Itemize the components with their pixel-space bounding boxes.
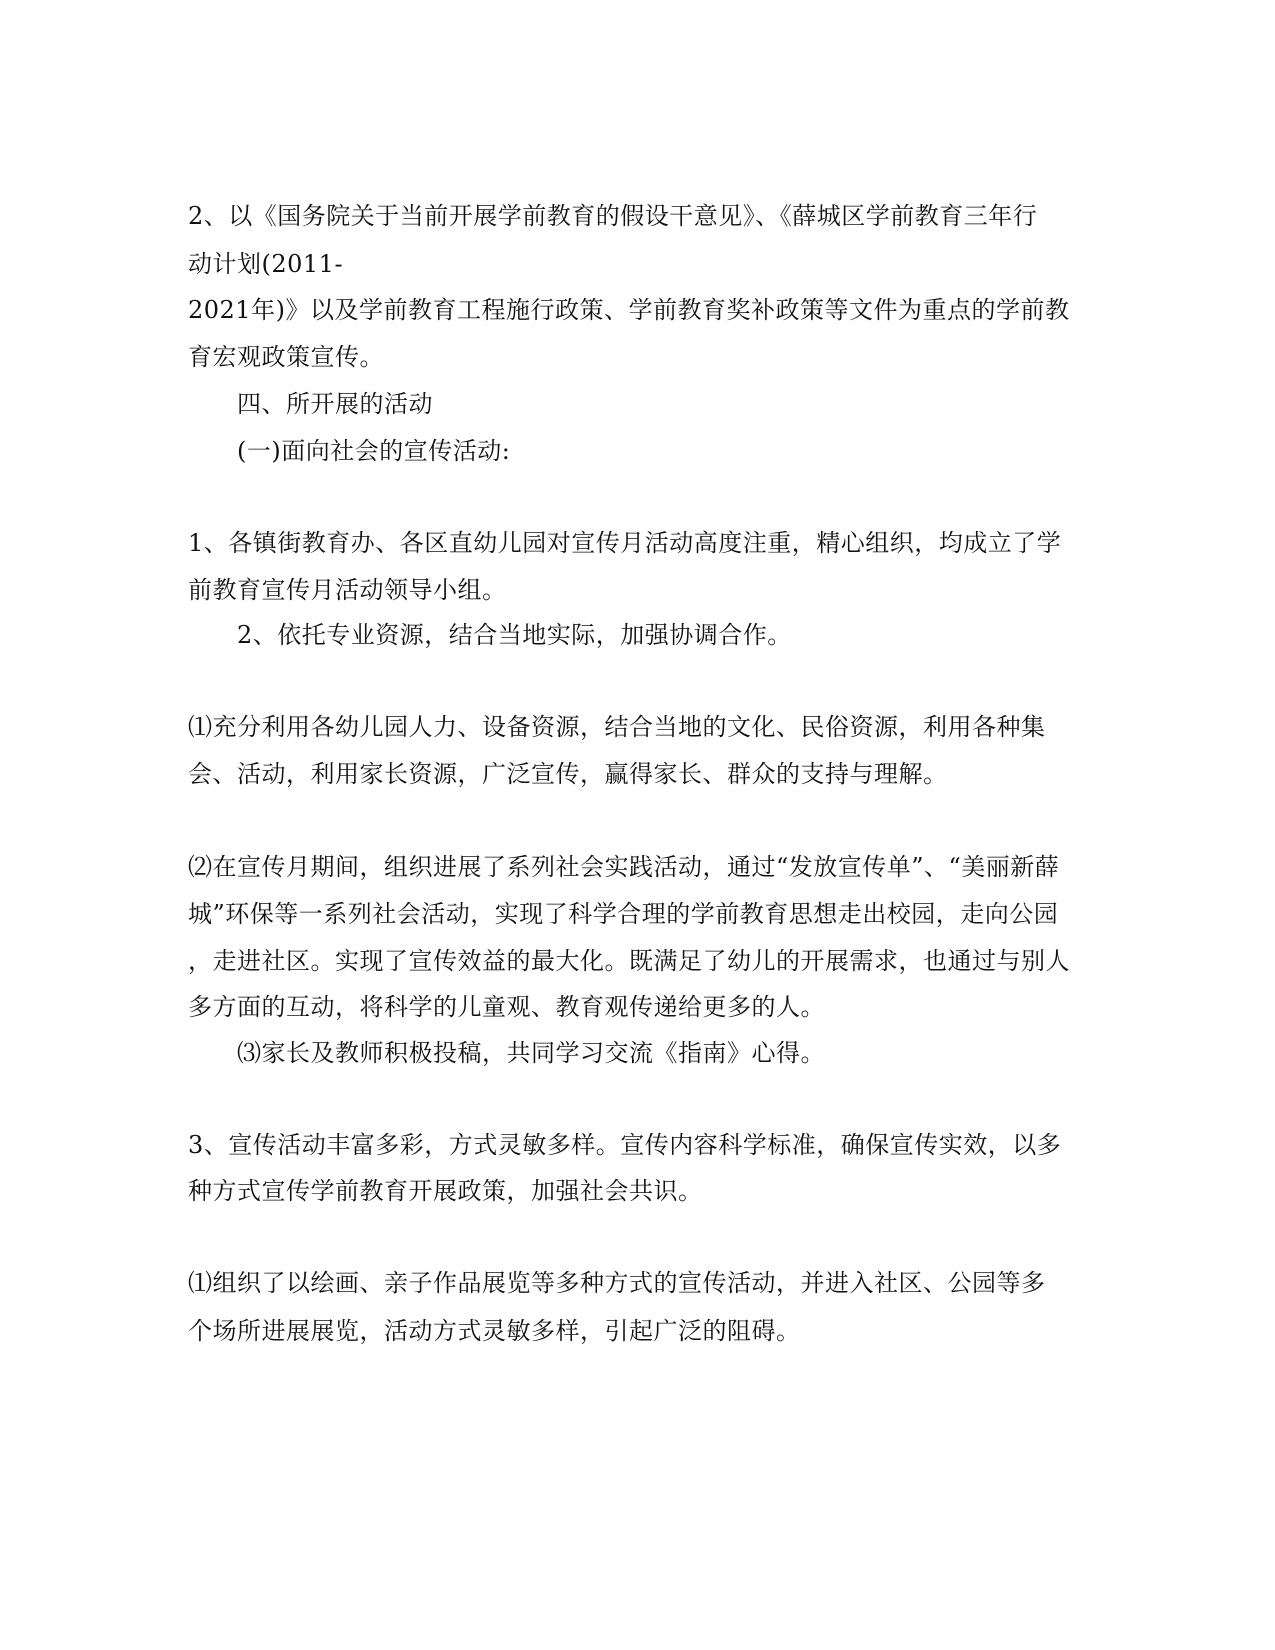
text-line: 育宏观政策宣传。 xyxy=(188,343,384,371)
text-line: 2、以《国务院关于当前开展学前教育的假设干意见》、《薛城区学前教育三年行 xyxy=(188,202,1038,230)
text-line: 动计划(2011- xyxy=(188,250,344,278)
text-line: ⑴组织了以绘画、亲子作品展览等多种方式的宣传活动，并进入社区、公园等多 xyxy=(188,1269,1046,1297)
section-heading: 四、所开展的活动 xyxy=(237,390,433,418)
text-line: ⑵在宣传月期间，组织进展了系列社会实践活动，通过“发放宣传单”、“美丽新薛 xyxy=(188,853,1060,881)
text-line: 2021年)》以及学前教育工程施行政策、学前教育奖补政策等文件为重点的学前教 xyxy=(188,296,1070,324)
text-line: 个场所进展展览，活动方式灵敏多样，引起广泛的阻碍。 xyxy=(188,1317,801,1345)
text-line: 1、各镇街教育办、各区直幼儿园对宣传月活动高度注重，精心组织，均成立了学 xyxy=(188,529,1062,557)
text-line: ⑶家长及教师积极投稿，共同学习交流《指南》心得。 xyxy=(237,1039,825,1067)
text-line: 城”环保等一系列社会活动，实现了科学合理的学前教育思想走出校园，走向公园 xyxy=(188,900,1059,928)
text-line: ，走进社区。实现了宣传效益的最大化。既满足了幼儿的开展需求，也通过与别人 xyxy=(188,947,1070,975)
text-line: 多方面的互动，将科学的儿童观、教育观传递给更多的人。 xyxy=(188,993,825,1021)
text-line: 会、活动，利用家长资源，广泛宣传，赢得家长、群众的支持与理解。 xyxy=(188,760,948,788)
subsection-heading: (一)面向社会的宣传活动: xyxy=(237,437,511,465)
text-line: 种方式宣传学前教育开展政策，加强社会共识。 xyxy=(188,1177,703,1205)
text-line: 前教育宣传月活动领导小组。 xyxy=(188,576,507,604)
text-line: ⑴充分利用各幼儿园人力、设备资源，结合当地的文化、民俗资源，利用各种集 xyxy=(188,713,1046,741)
text-line: 3、宣传活动丰富多彩，方式灵敏多样。宣传内容科学标准，确保宣传实效，以多 xyxy=(188,1131,1062,1159)
text-line: 2、依托专业资源，结合当地实际，加强协调合作。 xyxy=(237,621,792,649)
